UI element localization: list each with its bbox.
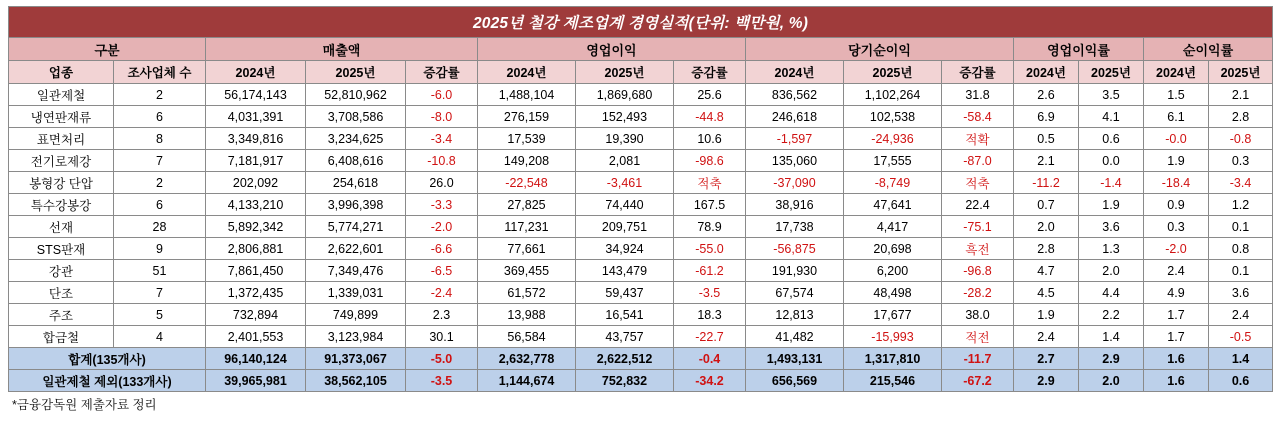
row-opmargin-2024: 2.0 <box>1014 216 1079 238</box>
row-net-2024: 17,738 <box>746 216 844 238</box>
row-op-change: 25.6 <box>674 84 746 106</box>
row-netmargin-2025: 3.6 <box>1209 282 1273 304</box>
row-net-2024: 836,562 <box>746 84 844 106</box>
row-netmargin-2024: 0.3 <box>1144 216 1209 238</box>
row-industry-label: 주조 <box>9 304 114 326</box>
row-sales-change: -3.3 <box>406 194 478 216</box>
row-opmargin-2025: 2.0 <box>1079 260 1144 282</box>
table-row <box>9 128 1273 150</box>
row-op-2024: 13,988 <box>478 304 576 326</box>
row-op-2025: -3,461 <box>576 172 674 194</box>
row-industry-label: 봉형강 단압 <box>9 172 114 194</box>
row-op-change: -3.5 <box>674 282 746 304</box>
row-company-count: 2 <box>114 84 206 106</box>
table-summary-row <box>9 370 1273 392</box>
row-sales-2024: 202,092 <box>206 172 306 194</box>
table-row <box>9 194 1273 216</box>
row-netmargin-2025: 0.1 <box>1209 260 1273 282</box>
row-sales-2024: 56,174,143 <box>206 84 306 106</box>
row-sales-change: 30.1 <box>406 326 478 348</box>
row-sales-2024: 2,806,881 <box>206 238 306 260</box>
table-row <box>9 84 1273 106</box>
row-company-count: 9 <box>114 238 206 260</box>
row-op-2024: 56,584 <box>478 326 576 348</box>
row-netmargin-2024: 1.5 <box>1144 84 1209 106</box>
row-company-count: 28 <box>114 216 206 238</box>
header-sub-opmargin-2024: 2024년 <box>1014 61 1079 84</box>
row-sales-2025: 749,899 <box>306 304 406 326</box>
row-net-change: -28.2 <box>942 282 1014 304</box>
row-netmargin-2024: 1.9 <box>1144 150 1209 172</box>
row-net-2025: 17,555 <box>844 150 942 172</box>
row-op-change: -22.7 <box>674 326 746 348</box>
row-sales-change: 26.0 <box>406 172 478 194</box>
row-industry-label: 냉연판재류 <box>9 106 114 128</box>
row-op-2025: 43,757 <box>576 326 674 348</box>
table-row <box>9 282 1273 304</box>
row-netmargin-2025: 1.4 <box>1209 348 1273 370</box>
row-op-2025: 34,924 <box>576 238 674 260</box>
row-opmargin-2025: 4.4 <box>1079 282 1144 304</box>
header-group-net-profit: 당기순이익 <box>746 38 1014 61</box>
row-company-count: 2 <box>114 172 206 194</box>
row-industry-label: 합금철 <box>9 326 114 348</box>
row-op-change: 적축 <box>674 172 746 194</box>
row-company-count: 8 <box>114 128 206 150</box>
row-net-2024: 67,574 <box>746 282 844 304</box>
page-title: 2025년 철강 제조업계 경영실적(단위: 백만원, %) <box>9 7 1273 38</box>
row-sales-change: -2.4 <box>406 282 478 304</box>
row-net-2025: 215,546 <box>844 370 942 392</box>
row-netmargin-2025: -3.4 <box>1209 172 1273 194</box>
row-op-2025: 752,832 <box>576 370 674 392</box>
header-sub-industry: 업종 <box>9 61 114 84</box>
row-sales-2024: 5,892,342 <box>206 216 306 238</box>
row-op-change: -0.4 <box>674 348 746 370</box>
row-opmargin-2025: 4.1 <box>1079 106 1144 128</box>
row-net-2025: 1,102,264 <box>844 84 942 106</box>
row-net-change: 22.4 <box>942 194 1014 216</box>
row-net-2024: 38,916 <box>746 194 844 216</box>
row-op-2024: 1,488,104 <box>478 84 576 106</box>
row-sales-2024: 7,181,917 <box>206 150 306 172</box>
row-sales-change: -2.0 <box>406 216 478 238</box>
header-sub-opmargin-2025: 2025년 <box>1079 61 1144 84</box>
row-sales-2024: 4,133,210 <box>206 194 306 216</box>
row-net-2024: 1,493,131 <box>746 348 844 370</box>
row-op-2024: 17,539 <box>478 128 576 150</box>
row-op-2024: 369,455 <box>478 260 576 282</box>
row-netmargin-2025: 2.4 <box>1209 304 1273 326</box>
row-sales-2025: 91,373,067 <box>306 348 406 370</box>
performance-table <box>8 6 1273 392</box>
row-net-2025: 102,538 <box>844 106 942 128</box>
row-sales-2025: 52,810,962 <box>306 84 406 106</box>
row-industry-label: 전기로제강 <box>9 150 114 172</box>
row-netmargin-2024: 2.4 <box>1144 260 1209 282</box>
row-opmargin-2025: 0.0 <box>1079 150 1144 172</box>
row-net-change: -11.7 <box>942 348 1014 370</box>
row-opmargin-2025: 1.3 <box>1079 238 1144 260</box>
row-sales-2025: 5,774,271 <box>306 216 406 238</box>
row-company-count: 6 <box>114 194 206 216</box>
row-netmargin-2024: -2.0 <box>1144 238 1209 260</box>
header-sub-company-count: 조사업체 수 <box>114 61 206 84</box>
row-sales-change: -10.8 <box>406 150 478 172</box>
row-opmargin-2025: 3.6 <box>1079 216 1144 238</box>
row-sales-change: -6.6 <box>406 238 478 260</box>
row-sales-2025: 1,339,031 <box>306 282 406 304</box>
row-opmargin-2024: 2.7 <box>1014 348 1079 370</box>
row-company-count: 7 <box>114 150 206 172</box>
row-net-change: -75.1 <box>942 216 1014 238</box>
row-net-change: 38.0 <box>942 304 1014 326</box>
row-net-2025: 47,641 <box>844 194 942 216</box>
row-net-2025: 17,677 <box>844 304 942 326</box>
row-netmargin-2024: 1.6 <box>1144 370 1209 392</box>
row-industry-label: 일관제철 <box>9 84 114 106</box>
row-sales-change: -6.5 <box>406 260 478 282</box>
row-opmargin-2024: 0.5 <box>1014 128 1079 150</box>
row-netmargin-2025: 2.1 <box>1209 84 1273 106</box>
row-netmargin-2025: 1.2 <box>1209 194 1273 216</box>
row-sales-2025: 3,234,625 <box>306 128 406 150</box>
header-sub-net-2024: 2024년 <box>746 61 844 84</box>
row-net-2025: 20,698 <box>844 238 942 260</box>
row-net-2025: 6,200 <box>844 260 942 282</box>
row-net-2025: 48,498 <box>844 282 942 304</box>
header-sub-netmargin-2024: 2024년 <box>1144 61 1209 84</box>
row-sales-2024: 1,372,435 <box>206 282 306 304</box>
row-opmargin-2025: 2.2 <box>1079 304 1144 326</box>
row-industry-label: 선재 <box>9 216 114 238</box>
row-sales-change: -8.0 <box>406 106 478 128</box>
row-op-2024: 2,632,778 <box>478 348 576 370</box>
header-sub-sales-2024: 2024년 <box>206 61 306 84</box>
row-sales-2024: 4,031,391 <box>206 106 306 128</box>
row-opmargin-2024: 4.7 <box>1014 260 1079 282</box>
row-opmargin-2024: 2.6 <box>1014 84 1079 106</box>
row-net-2024: 41,482 <box>746 326 844 348</box>
row-netmargin-2024: 1.6 <box>1144 348 1209 370</box>
row-sales-2025: 2,622,601 <box>306 238 406 260</box>
row-opmargin-2024: 4.5 <box>1014 282 1079 304</box>
row-op-2025: 1,869,680 <box>576 84 674 106</box>
row-sales-2024: 96,140,124 <box>206 348 306 370</box>
row-net-change: -67.2 <box>942 370 1014 392</box>
table-row <box>9 106 1273 128</box>
table-row <box>9 238 1273 260</box>
row-opmargin-2025: 2.9 <box>1079 348 1144 370</box>
table-row <box>9 172 1273 194</box>
row-industry-label: 특수강봉강 <box>9 194 114 216</box>
table-title-row <box>9 7 1273 38</box>
row-netmargin-2024: 6.1 <box>1144 106 1209 128</box>
row-op-change: 167.5 <box>674 194 746 216</box>
header-sub-op-2025: 2025년 <box>576 61 674 84</box>
header-sub-op-change: 증감률 <box>674 61 746 84</box>
row-netmargin-2024: 1.7 <box>1144 304 1209 326</box>
row-opmargin-2024: 2.8 <box>1014 238 1079 260</box>
row-company-count: 6 <box>114 106 206 128</box>
row-sales-2025: 6,408,616 <box>306 150 406 172</box>
row-sales-change: -3.5 <box>406 370 478 392</box>
row-netmargin-2024: -18.4 <box>1144 172 1209 194</box>
row-net-2024: 12,813 <box>746 304 844 326</box>
row-sales-2025: 3,996,398 <box>306 194 406 216</box>
row-op-change: -61.2 <box>674 260 746 282</box>
header-sub-netmargin-2025: 2025년 <box>1209 61 1273 84</box>
row-op-2025: 59,437 <box>576 282 674 304</box>
row-netmargin-2025: 0.8 <box>1209 238 1273 260</box>
row-op-2024: 1,144,674 <box>478 370 576 392</box>
header-sub-net-2025: 2025년 <box>844 61 942 84</box>
row-op-2025: 19,390 <box>576 128 674 150</box>
row-opmargin-2024: 2.1 <box>1014 150 1079 172</box>
row-net-change: 적축 <box>942 172 1014 194</box>
row-sales-change: -6.0 <box>406 84 478 106</box>
row-op-change: 18.3 <box>674 304 746 326</box>
row-industry-label: STS판재 <box>9 238 114 260</box>
header-group-net-margin: 순이익률 <box>1144 38 1273 61</box>
row-net-change: 적전 <box>942 326 1014 348</box>
footnote: *금융감독원 제출자료 정리 <box>12 398 157 412</box>
row-op-2025: 2,622,512 <box>576 348 674 370</box>
row-industry-label: 강관 <box>9 260 114 282</box>
row-netmargin-2024: 4.9 <box>1144 282 1209 304</box>
header-sub-op-2024: 2024년 <box>478 61 576 84</box>
table-summary-row <box>9 348 1273 370</box>
row-netmargin-2024: 0.9 <box>1144 194 1209 216</box>
row-net-2025: -15,993 <box>844 326 942 348</box>
row-sales-change: -5.0 <box>406 348 478 370</box>
row-opmargin-2024: 2.9 <box>1014 370 1079 392</box>
row-op-2024: -22,548 <box>478 172 576 194</box>
row-sales-2024: 39,965,981 <box>206 370 306 392</box>
table-body <box>9 84 1273 392</box>
row-sales-2024: 7,861,450 <box>206 260 306 282</box>
row-sales-change: 2.3 <box>406 304 478 326</box>
table-row <box>9 216 1273 238</box>
row-company-count: 5 <box>114 304 206 326</box>
row-opmargin-2025: 3.5 <box>1079 84 1144 106</box>
header-group-operating-margin: 영업이익률 <box>1014 38 1144 61</box>
row-op-2025: 2,081 <box>576 150 674 172</box>
row-net-2024: -56,875 <box>746 238 844 260</box>
row-netmargin-2025: 0.6 <box>1209 370 1273 392</box>
row-op-change: -44.8 <box>674 106 746 128</box>
row-net-change: 흑전 <box>942 238 1014 260</box>
table-row <box>9 326 1273 348</box>
table-row <box>9 260 1273 282</box>
row-net-change: -58.4 <box>942 106 1014 128</box>
row-op-change: -98.6 <box>674 150 746 172</box>
row-sales-2025: 254,618 <box>306 172 406 194</box>
row-net-2025: 4,417 <box>844 216 942 238</box>
header-sub-net-change: 증감률 <box>942 61 1014 84</box>
row-netmargin-2025: 0.3 <box>1209 150 1273 172</box>
row-sales-2025: 38,562,105 <box>306 370 406 392</box>
row-op-2024: 117,231 <box>478 216 576 238</box>
header-sub-sales-change: 증감률 <box>406 61 478 84</box>
row-company-count: 51 <box>114 260 206 282</box>
row-op-2025: 74,440 <box>576 194 674 216</box>
row-op-2025: 143,479 <box>576 260 674 282</box>
row-sales-2024: 3,349,816 <box>206 128 306 150</box>
row-opmargin-2025: 1.4 <box>1079 326 1144 348</box>
row-net-change: -87.0 <box>942 150 1014 172</box>
row-op-2024: 77,661 <box>478 238 576 260</box>
row-opmargin-2025: 1.9 <box>1079 194 1144 216</box>
row-industry-label: 일관제철 제외(133개사) <box>9 370 206 392</box>
row-net-2025: -24,936 <box>844 128 942 150</box>
row-opmargin-2024: 1.9 <box>1014 304 1079 326</box>
row-net-change: 적확 <box>942 128 1014 150</box>
row-op-2025: 16,541 <box>576 304 674 326</box>
row-net-2025: 1,317,810 <box>844 348 942 370</box>
row-op-2025: 209,751 <box>576 216 674 238</box>
row-net-2024: -37,090 <box>746 172 844 194</box>
row-netmargin-2024: 1.7 <box>1144 326 1209 348</box>
row-netmargin-2025: 2.8 <box>1209 106 1273 128</box>
row-op-change: -55.0 <box>674 238 746 260</box>
row-opmargin-2025: 0.6 <box>1079 128 1144 150</box>
row-sales-change: -3.4 <box>406 128 478 150</box>
table-row <box>9 150 1273 172</box>
row-net-2025: -8,749 <box>844 172 942 194</box>
row-op-change: 10.6 <box>674 128 746 150</box>
row-net-2024: 656,569 <box>746 370 844 392</box>
table-row <box>9 304 1273 326</box>
row-sales-2024: 2,401,553 <box>206 326 306 348</box>
row-sales-2024: 732,894 <box>206 304 306 326</box>
row-netmargin-2024: -0.0 <box>1144 128 1209 150</box>
row-netmargin-2025: -0.5 <box>1209 326 1273 348</box>
row-opmargin-2024: 6.9 <box>1014 106 1079 128</box>
row-sales-2025: 3,123,984 <box>306 326 406 348</box>
row-op-change: 78.9 <box>674 216 746 238</box>
header-sub-sales-2025: 2025년 <box>306 61 406 84</box>
row-opmargin-2024: 0.7 <box>1014 194 1079 216</box>
row-company-count: 7 <box>114 282 206 304</box>
row-sales-2025: 7,349,476 <box>306 260 406 282</box>
row-net-2024: -1,597 <box>746 128 844 150</box>
row-op-2024: 27,825 <box>478 194 576 216</box>
row-netmargin-2025: 0.1 <box>1209 216 1273 238</box>
row-industry-label: 표면처리 <box>9 128 114 150</box>
row-industry-label: 단조 <box>9 282 114 304</box>
header-group-sales: 매출액 <box>206 38 478 61</box>
row-opmargin-2024: -11.2 <box>1014 172 1079 194</box>
row-op-2024: 149,208 <box>478 150 576 172</box>
row-net-2024: 246,618 <box>746 106 844 128</box>
row-opmargin-2025: 2.0 <box>1079 370 1144 392</box>
row-op-change: -34.2 <box>674 370 746 392</box>
row-opmargin-2025: -1.4 <box>1079 172 1144 194</box>
header-group-gubun: 구분 <box>9 38 206 61</box>
row-net-change: -96.8 <box>942 260 1014 282</box>
row-op-2024: 61,572 <box>478 282 576 304</box>
row-opmargin-2024: 2.4 <box>1014 326 1079 348</box>
header-group-operating-profit: 영업이익 <box>478 38 746 61</box>
header-sub-row <box>9 61 1273 84</box>
row-net-2024: 191,930 <box>746 260 844 282</box>
row-net-change: 31.8 <box>942 84 1014 106</box>
row-op-2025: 152,493 <box>576 106 674 128</box>
row-company-count: 4 <box>114 326 206 348</box>
row-net-2024: 135,060 <box>746 150 844 172</box>
row-op-2024: 276,159 <box>478 106 576 128</box>
row-sales-2025: 3,708,586 <box>306 106 406 128</box>
row-industry-label: 합계(135개사) <box>9 348 206 370</box>
header-group-row <box>9 38 1273 61</box>
row-netmargin-2025: -0.8 <box>1209 128 1273 150</box>
